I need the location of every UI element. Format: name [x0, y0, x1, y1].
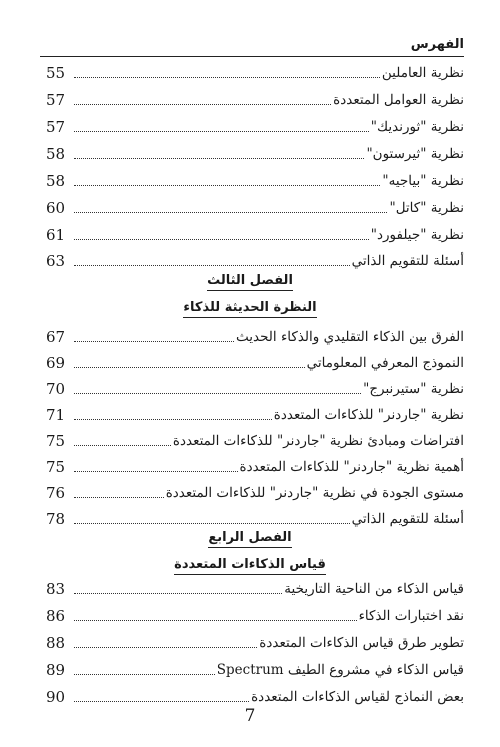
toc-leader-dots: [74, 367, 305, 368]
toc-leader-dots: [74, 239, 369, 240]
toc-entry-title: نظرية "ثيرستون": [366, 146, 464, 162]
toc-entry-page: 55: [46, 64, 66, 82]
toc-entry-title: تطوير طرق قياس الذكاءات المتعددة: [259, 635, 464, 651]
toc-entry-title: الفرق بين الذكاء التقليدي والذكاء الحديث: [235, 329, 464, 345]
toc-entry-page: 86: [46, 607, 66, 625]
toc-entry-page: 88: [46, 634, 66, 652]
toc-leader-dots: [74, 701, 249, 702]
toc-entry-title: نظرية "جاردنر" للذكاءات المتعددة: [273, 407, 464, 423]
toc-entry[interactable]: [46, 603, 464, 627]
toc-entry-page: 58: [46, 145, 66, 163]
toc-leader-dots: [74, 131, 369, 132]
chapter-title: النظرة الحديثة للذكاء: [183, 300, 316, 318]
toc-entry[interactable]: [46, 248, 464, 272]
toc-entry[interactable]: [46, 141, 464, 165]
toc-leader-dots: [74, 419, 272, 420]
toc-entry[interactable]: [46, 630, 464, 654]
toc-entry-page: 58: [46, 172, 66, 190]
chapter-number: الفصل الثالث: [207, 273, 293, 291]
toc-entry-page: 57: [46, 118, 66, 136]
toc-entry[interactable]: [46, 428, 464, 452]
toc-entry-page: 89: [46, 661, 66, 679]
toc-entry-page: 60: [46, 199, 66, 217]
toc-entry-title: مستوى الجودة في نظرية "جاردنر" للذكاءات المتعددة: [165, 485, 464, 501]
toc-entry[interactable]: [46, 480, 464, 504]
toc-entry-title: نقد اختبارات الذكاء: [358, 608, 464, 624]
toc-entry-title: نظرية العوامل المتعددة: [333, 92, 464, 108]
toc-entry-title: أسئلة للتقويم الذاتي: [351, 511, 464, 527]
toc-entry-title: بعض النماذج لقياس الذكاءات المتعددة: [251, 689, 464, 705]
chapter-heading: [0, 557, 500, 575]
toc-leader-dots: [74, 77, 380, 78]
chapter-heading: [0, 273, 500, 291]
chapter-title: قياس الذكاءات المتعددة: [174, 557, 326, 575]
toc-entry[interactable]: [46, 684, 464, 708]
toc-leader-dots: [74, 341, 234, 342]
toc-entry-page: 63: [46, 252, 66, 270]
toc-entry[interactable]: [46, 350, 464, 374]
page-number: 7: [244, 706, 256, 726]
toc-entry-title: نظرية "كاتل": [389, 200, 464, 216]
toc-leader-dots: [74, 445, 171, 446]
toc-entry-page: 78: [46, 510, 66, 528]
chapter-heading: [0, 530, 500, 548]
toc-leader-dots: [74, 212, 387, 213]
toc-leader-dots: [74, 593, 282, 594]
toc-leader-dots: [74, 497, 164, 498]
toc-entry-title: قياس الذكاء من الناحية التاريخية: [284, 581, 464, 597]
toc-leader-dots: [74, 185, 380, 186]
toc-entry[interactable]: [46, 168, 464, 192]
toc-leader-dots: [74, 674, 215, 675]
toc-entry-page: 76: [46, 484, 66, 502]
toc-entry-page: 75: [46, 432, 66, 450]
toc-entry-title: أسئلة للتقويم الذاتي: [351, 253, 464, 269]
toc-entry-title: نظرية العاملين: [381, 65, 464, 81]
toc-entry-title: قياس الذكاء في مشروع الطيف Spectrum: [216, 662, 464, 678]
chapter-heading: [0, 300, 500, 318]
toc-entry-page: 75: [46, 458, 66, 476]
toc-entry[interactable]: [46, 324, 464, 348]
toc-leader-dots: [74, 393, 361, 394]
toc-leader-dots: [74, 647, 257, 648]
toc-leader-dots: [74, 620, 357, 621]
toc-entry-page: 61: [46, 226, 66, 244]
toc-entry-title: نظرية "ثورنديك": [370, 119, 464, 135]
toc-entry[interactable]: [46, 87, 464, 111]
toc-leader-dots: [74, 104, 331, 105]
toc-entry-page: 57: [46, 91, 66, 109]
toc-entry-title: النموذج المعرفي المعلوماتي: [306, 355, 464, 371]
toc-entry-title: نظرية "جيلفورد": [370, 227, 464, 243]
header-title: الفهرس: [410, 37, 464, 52]
toc-entry[interactable]: [46, 222, 464, 246]
toc-entry[interactable]: [46, 376, 464, 400]
toc-entry-page: 71: [46, 406, 66, 424]
chapter-number: الفصل الرابع: [208, 530, 291, 548]
toc-entry[interactable]: [46, 195, 464, 219]
toc-entry-title: افتراضات ومبادئ نظرية "جاردنر" للذكاءات المتعددة: [172, 433, 464, 449]
toc-entry[interactable]: [46, 114, 464, 138]
toc-entry-page: 70: [46, 380, 66, 398]
toc-entry[interactable]: [46, 60, 464, 84]
toc-entry-page: 69: [46, 354, 66, 372]
toc-entry-title: نظرية "بياجيه": [382, 173, 464, 189]
toc-entry-title: نظرية "ستيرنبرج": [363, 381, 464, 397]
toc-entry[interactable]: [46, 402, 464, 426]
toc-entry[interactable]: [46, 506, 464, 530]
toc-entry-page: 83: [46, 580, 66, 598]
toc-leader-dots: [74, 158, 364, 159]
toc-entry-page: 90: [46, 688, 66, 706]
toc-entry-page: 67: [46, 328, 66, 346]
toc-entry[interactable]: [46, 576, 464, 600]
toc-leader-dots: [74, 471, 238, 472]
toc-entry-title: أهمية نظرية "جاردنر" للذكاءات المتعددة: [239, 459, 464, 475]
toc-entry[interactable]: [46, 657, 464, 681]
page-header: [40, 36, 464, 57]
toc-entry[interactable]: [46, 454, 464, 478]
toc-leader-dots: [74, 265, 350, 266]
toc-leader-dots: [74, 523, 350, 524]
